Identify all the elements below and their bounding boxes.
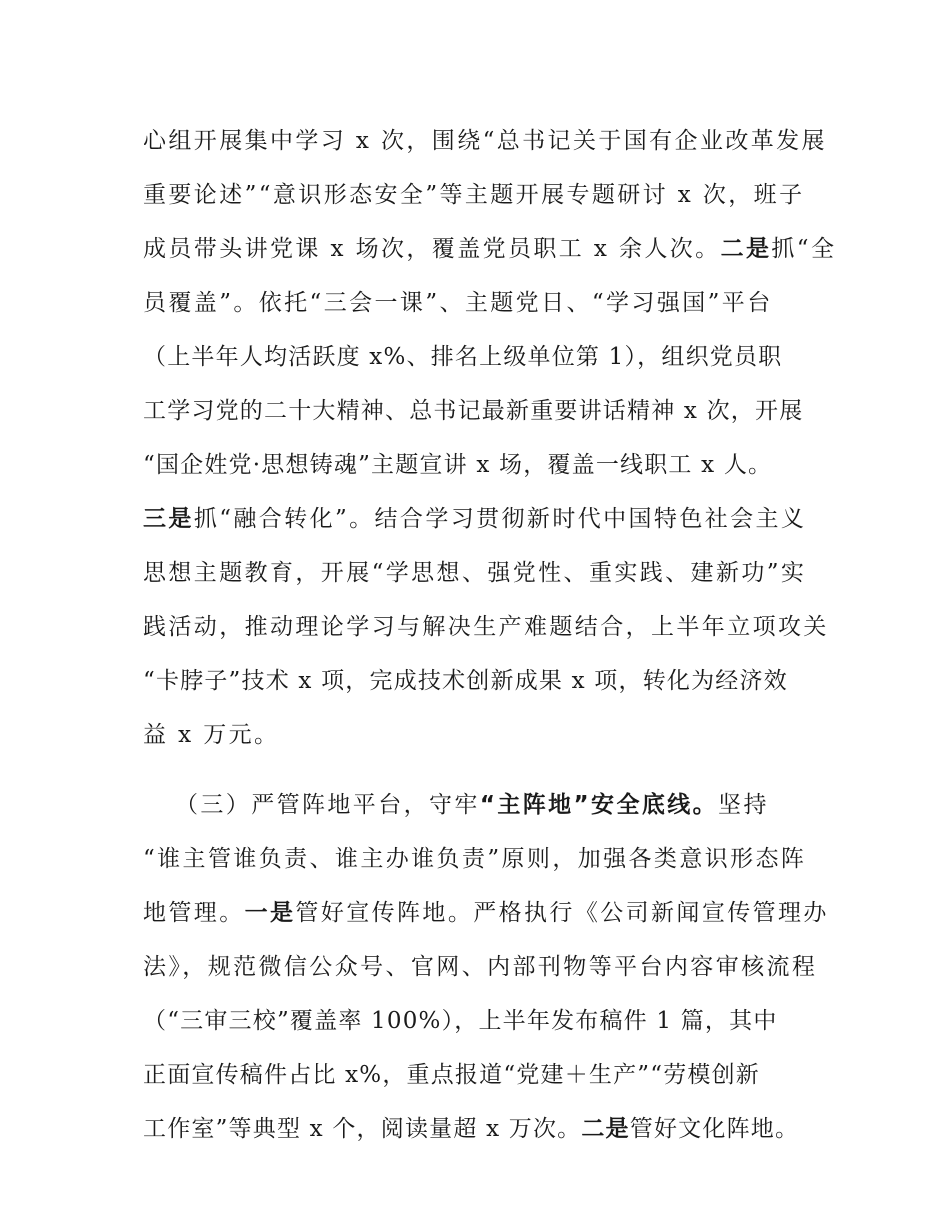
text-run: 抓“融合转化”。结合学习贯彻新时代中国特色社会主义 bbox=[193, 506, 807, 532]
bold-lead-sanShi: 三是 bbox=[143, 506, 194, 532]
text-run: 管好文化阵地。 bbox=[629, 1116, 800, 1142]
bold-lead-erShi: 二是 bbox=[720, 236, 772, 262]
paragraph-1-line-11 bbox=[143, 661, 823, 701]
text-run: 地管理。 bbox=[143, 900, 245, 926]
text-run: 成员带头讲党课 x 场次，覆盖党员职工 x 余人次。 bbox=[143, 236, 721, 262]
paragraph-2-line-5 bbox=[143, 1001, 823, 1041]
text-run: 践活动，推动理论学习与解决生产难题结合，上半年立项攻关 bbox=[143, 614, 829, 640]
text-run: “谁主管谁负责、谁主办谁负责”原则，加强各类意识形态阵 bbox=[143, 846, 807, 872]
text-run: （“三审三校”覆盖率 100%），上半年发布稿件 1 篇，其中 bbox=[143, 1008, 778, 1034]
text-run: 思想主题教育，开展“学思想、强党性、重实践、建新功”实 bbox=[143, 560, 807, 586]
text-run: 工学习党的二十大精神、总书记最新重要讲话精神 x 次，开展 bbox=[143, 398, 804, 424]
text-run: 工作室”等典型 x 个，阅读量超 x 万次。 bbox=[143, 1116, 582, 1142]
paragraph-2-line-4 bbox=[143, 947, 823, 987]
text-run: 管好宣传阵地。严格执行《公司新闻宣传管理办 bbox=[295, 900, 829, 926]
text-run: 心组开展集中学习 x 次，围绕“总书记关于国有企业改革发展 bbox=[143, 128, 827, 154]
bold-lead-erShi: 二是 bbox=[581, 1116, 630, 1142]
bold-lead-yiShi: 一是 bbox=[244, 900, 296, 926]
paragraph-1-line-5 bbox=[143, 337, 823, 377]
paragraph-1-line-6 bbox=[143, 391, 823, 431]
bold-heading-phrase: “主阵地”安全底线。 bbox=[479, 792, 719, 818]
paragraph-1-line-12 bbox=[143, 715, 823, 755]
text-run: 益 x 万元。 bbox=[143, 722, 280, 748]
paragraph-2-line-6 bbox=[143, 1055, 823, 1095]
paragraph-2-line-3 bbox=[143, 893, 829, 933]
paragraph-2-line-7 bbox=[143, 1109, 823, 1149]
paragraph-1-line-9 bbox=[143, 553, 823, 593]
paragraph-1-line-7 bbox=[143, 445, 823, 485]
paragraph-1-line-10 bbox=[143, 607, 829, 647]
paragraph-1-line-1 bbox=[143, 121, 827, 161]
paragraph-1-line-3 bbox=[143, 229, 837, 269]
paragraph-2-line-2 bbox=[143, 839, 823, 879]
paragraph-1-line-8 bbox=[143, 499, 823, 539]
paragraph-1-line-4 bbox=[143, 283, 823, 323]
paragraph-2-line-1 bbox=[175, 785, 855, 825]
paragraph-1-line-2 bbox=[143, 175, 823, 215]
text-run: 重要论述”“意识形态安全”等主题开展专题研讨 x 次，班子 bbox=[143, 182, 805, 208]
text-run: 抓“全 bbox=[771, 236, 837, 262]
text-run: “国企姓党·思想铸魂”主题宣讲 x 场，覆盖一线职工 x 人。 bbox=[143, 452, 773, 478]
text-run: （三）严管阵地平台，守牢 bbox=[175, 792, 480, 818]
text-run: 法》，规范微信公众号、官网、内部刊物等平台内容审核流程 bbox=[143, 954, 818, 980]
text-run: （上半年人均活跃度 x%、排名上级单位第 1），组织党员职 bbox=[143, 344, 783, 370]
text-run: 员覆盖”。依托“三会一课”、主题党日、“学习强国”平台 bbox=[143, 290, 773, 316]
text-run: 坚持 bbox=[718, 792, 769, 818]
text-run: “卡脖子”技术 x 项，完成技术创新成果 x 项，转化为经济效 bbox=[143, 668, 788, 694]
text-run: 正面宣传稿件占比 x%，重点报道“党建＋生产”“劳模创新 bbox=[143, 1062, 761, 1088]
